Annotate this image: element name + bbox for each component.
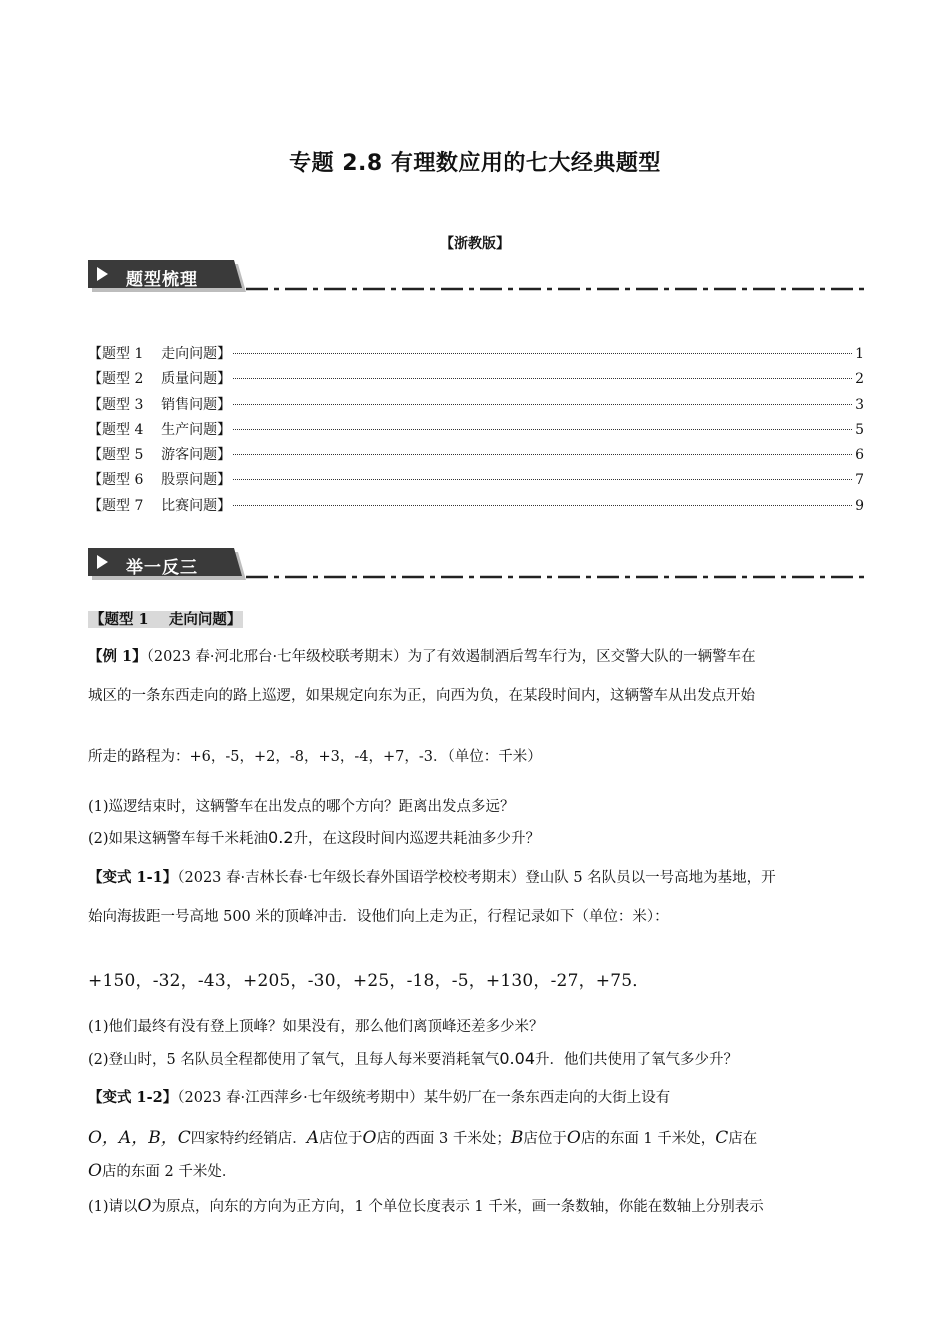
section-title-practice: 举一反三 bbox=[126, 558, 198, 578]
toc-item[interactable] bbox=[88, 495, 864, 520]
toc-page: 9 bbox=[855, 497, 864, 514]
variant-1-2-line-1: 【变式 1-2】（2023 春·江西萍乡·七年级统考期中）某牛奶厂在一条东西走向的大街上设有 bbox=[88, 1089, 671, 1106]
toc-item[interactable] bbox=[88, 419, 864, 444]
variant-tag: 【变式 1-2】 bbox=[88, 1089, 178, 1106]
variant-1-1-line-2: 始向海拔距一号高地 500 米的顶峰冲击．设他们向上走为正，行程记录如下（单位：米）： bbox=[88, 909, 669, 925]
banner-graphic bbox=[88, 546, 868, 586]
toc-page: 2 bbox=[855, 371, 864, 388]
variant-1-2-line-3: O店的东面 2 千米处． bbox=[88, 1161, 237, 1181]
variant-1-2-line-2: O，A，B，C四家特约经销店．A店位于O店的西面 3 千米处；B店位于O店的东面 1 千米处，C店在 bbox=[88, 1128, 758, 1148]
toc-label: 【题型 7 比赛问题】 bbox=[88, 497, 232, 514]
variant-tag: 【变式 1-1】 bbox=[88, 869, 178, 886]
variant-1-1-line-1: 【变式 1-1】（2023 春·吉林长春·七年级长春外国语学校校考期末）登山队 5 名队员以一号高地为基地，开 bbox=[88, 869, 776, 886]
variant-1-1-question-2: (2)登山时，5 名队员全程都使用了氧气，且每人每米要消耗氧气0.04升．他们共使用了氧气多少升？ bbox=[88, 1049, 738, 1068]
toc-item[interactable] bbox=[88, 394, 864, 419]
toc-page: 3 bbox=[855, 396, 864, 413]
banner-graphic bbox=[88, 258, 868, 298]
toc-item[interactable] bbox=[88, 444, 864, 469]
example-1-question-2: (2)如果这辆警车每千米耗油0.2升，在这段时间内巡逻共耗油多少升？ bbox=[88, 828, 540, 847]
section-banner-practice bbox=[88, 546, 868, 586]
section-banner-overview bbox=[88, 258, 868, 298]
table-of-contents bbox=[88, 343, 864, 520]
topic-heading: 【题型 1 走向问题】 bbox=[90, 611, 242, 628]
toc-item[interactable] bbox=[88, 469, 864, 494]
toc-label: 【题型 3 销售问题】 bbox=[88, 396, 232, 413]
variant-1-1-sequence: +150，-32，-43，+205，-30，+25，-18，-5，+130，-27，+75． bbox=[88, 971, 650, 991]
toc-page: 5 bbox=[855, 421, 864, 438]
example-1-line-3: 所走的路程为：+6，-5，+2，-8，+3，-4，+7，-3．（单位：千米） bbox=[88, 749, 542, 765]
edition-label: 【浙教版】 bbox=[440, 236, 510, 252]
example-1-line-2: 城区的一条东西走向的路上巡逻，如果规定向东为正，向西为负，在某段时间内，这辆警车从出发点开始 bbox=[88, 688, 755, 704]
toc-page: 1 bbox=[855, 346, 864, 362]
toc-label: 【题型 4 生产问题】 bbox=[88, 421, 232, 438]
example-tag: 【例 1】 bbox=[88, 648, 147, 665]
example-1-question-1: (1)巡逻结束时，这辆警车在出发点的哪个方向？距离出发点多远？ bbox=[88, 799, 515, 815]
variant-1-1-question-1: (1)他们最终有没有登上顶峰？如果没有，那么他们离顶峰还差多少米？ bbox=[88, 1019, 544, 1035]
toc-page: 6 bbox=[855, 447, 864, 464]
toc-label: 【题型 2 质量问题】 bbox=[88, 371, 232, 388]
toc-label: 【题型 1 走向问题】 bbox=[88, 346, 232, 362]
variant-1-2-question-1: (1)请以O为原点，向东的方向为正方向，1 个单位长度表示 1 千米，画一条数轴，你能在数轴上分别表示 bbox=[88, 1196, 764, 1216]
toc-page: 7 bbox=[855, 472, 864, 489]
toc-item[interactable] bbox=[88, 343, 864, 368]
toc-label: 【题型 6 股票问题】 bbox=[88, 472, 232, 489]
toc-item[interactable] bbox=[88, 368, 864, 393]
toc-label: 【题型 5 游客问题】 bbox=[88, 447, 232, 464]
example-1-line-1: 【例 1】（2023 春·河北邢台·七年级校联考期末）为了有效遏制酒后驾车行为，区交警大队的一辆警车在 bbox=[88, 648, 756, 665]
document-title: 专题 2.8 有理数应用的七大经典题型 bbox=[289, 151, 661, 176]
section-title-overview: 题型梳理 bbox=[126, 270, 198, 290]
